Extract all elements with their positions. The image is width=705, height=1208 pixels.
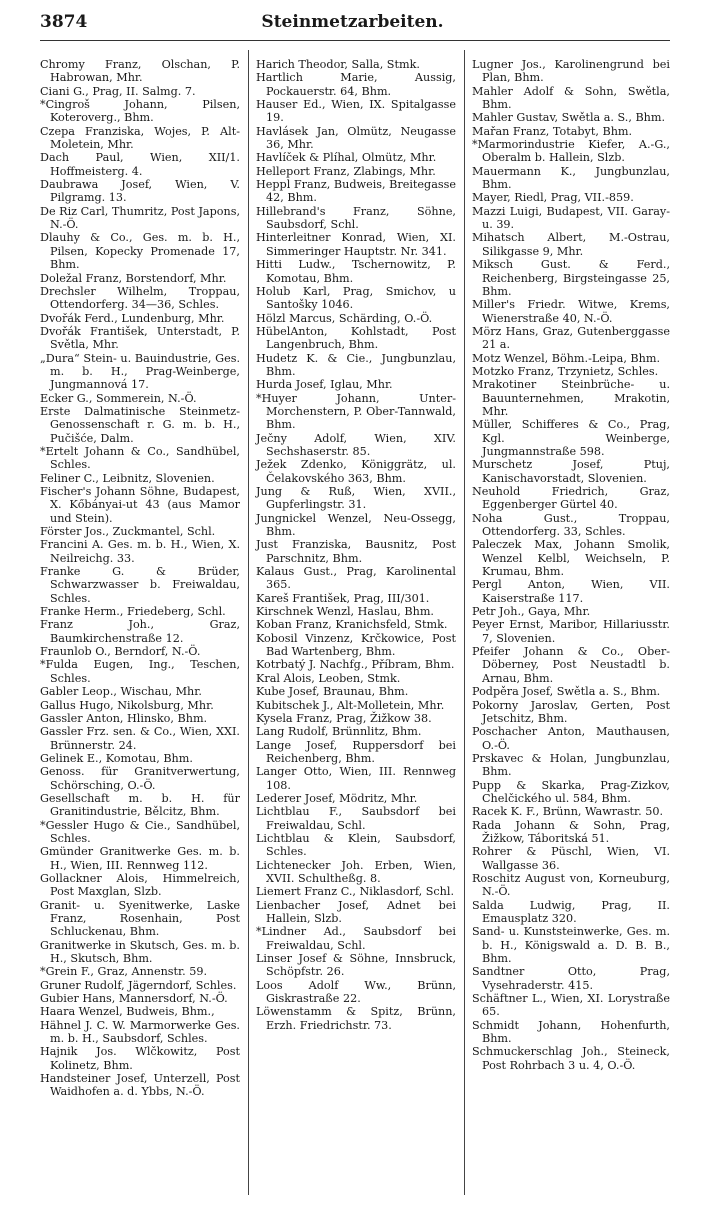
directory-entry: Gelinek E., Komotau, Bhm. [40, 751, 193, 765]
directory-entry: Podpěra Josef, Swětla a. S., Bhm. [472, 685, 661, 699]
directory-entry: Ecker G., Sommerein, N.-Ö. [40, 391, 197, 405]
directory-entry: „Dura“ Stein- u. Bauindustrie, Ges. m. b. H., Prag-Weinberge, Jungmannová 17. [40, 351, 240, 392]
directory-entry: Drechsler Wilhelm, Troppau, Ottendorferg. 34—36, Schles. [40, 284, 240, 312]
directory-entry: Hudetz K. & Cie., Jungbunzlau, Bhm. [256, 351, 456, 378]
directory-entry: Gollackner Alois, Himmelreich, Post Maxglan, Slzb. [40, 871, 240, 899]
directory-entry: Lichtblau & Klein, Saubsdorf, Schles. [256, 831, 456, 859]
directory-entry: Lichtenecker Joh. Erben, Wien, XVII. Schultheßg. 8. [256, 858, 456, 885]
directory-entry: Gassler Anton, Hlinsko, Bhm. [40, 711, 208, 725]
directory-entry: Miksch Gust. & Ferd., Reichenberg, Birgsteingasse 25, Bhm. [472, 258, 670, 298]
directory-entry: Petr Joh., Gaya, Mhr. [472, 605, 591, 619]
directory-entry: Mayer, Riedl, Prag, VII.-859. [472, 191, 634, 205]
directory-entry: *Cingroš Johann, Pilsen, Koteroverg., Bhm. [40, 98, 240, 125]
directory-entry: Gruner Rudolf, Jägerndorf, Schles. [40, 978, 237, 992]
directory-entry: *Ertelt Johann & Co., Sandhübel, Schles. [40, 444, 240, 472]
directory-entry: Roschitz August von, Korneuburg, N.-Ö. [472, 871, 670, 899]
directory-entry: Förster Jos., Zuckmantel, Schl. [40, 525, 216, 539]
directory-entry: Mařan Franz, Totabyt, Bhm. [472, 124, 633, 138]
directory-entry: Dvořák Ferd., Lundenburg, Mhr. [40, 311, 225, 325]
directory-entry: Pfeifer Johann & Co., Ober-Döberney, Post Neustadtl b. Arnau, Bhm. [472, 645, 670, 685]
directory-entry: Kareš František, Prag, III/301. [256, 591, 430, 605]
directory-entry: Gubier Hans, Mannersdorf, N.-Ö. [40, 992, 228, 1006]
directory-entry: Holub Karl, Prag, Smichov, u Santošky 1046. [256, 284, 456, 312]
page-header [40, 12, 665, 36]
directory-entry: Ježek Zdenko, Königgrätz, ul. Čelakovského 363, Bhm. [256, 458, 456, 485]
directory-entry: Franke G. & Brüder, Schwarzwasser b. Freiwaldau, Schles. [40, 565, 240, 605]
directory-entry: Franke Herm., Friedeberg, Schl. [40, 605, 226, 619]
directory-entry: Heppl Franz, Budweis, Breitegasse 42, Bhm. [256, 178, 456, 205]
directory-entry: Chromy Franz, Olschan, P. Habrowan, Mhr. [40, 58, 240, 85]
directory-entry: Pergl Anton, Wien, VII. Kaiserstraße 117. [472, 578, 670, 605]
directory-entry: Schmidt Johann, Hohenfurth, Bhm. [472, 1018, 670, 1046]
directory-entry: Paleczek Max, Johann Smolik, Wenzel Kelbl, Weichseln, P. Krumau, Bhm. [472, 538, 670, 579]
directory-entry: Prskavec & Holan, Jungbunzlau, Bhm. [472, 751, 670, 779]
column-3 [472, 58, 670, 1072]
directory-entry: Liemert Franz C., Niklasdorf, Schl. [256, 885, 455, 899]
directory-entry: Hähnel J. C. W. Marmorwerke Ges. m. b. H., Saubsdorf, Schles. [40, 1018, 240, 1046]
directory-entry: Hurda Josef, Iglau, Mhr. [256, 378, 393, 392]
directory-entry: Gmünder Granitwerke Ges. m. b. H., Wien, III. Rennweg 112. [40, 845, 240, 872]
directory-entry: Mahler Gustav, Swětla a. S., Bhm. [472, 111, 666, 125]
directory-entry: Mörz Hans, Graz, Gutenberggasse 21 a. [472, 324, 670, 352]
directory-entry: Langer Otto, Wien, III. Rennweg 108. [256, 765, 456, 792]
directory-entry: Kirschnek Wenzl, Haslau, Bhm. [256, 605, 434, 619]
directory-entry: Miller's Friedr. Witwe, Krems, Wienerstraße 40, N.-Ö. [472, 298, 670, 325]
directory-entry: Kobosil Vinzenz, Krčkowice, Post Bad Wartenberg, Bhm. [256, 631, 456, 659]
directory-entry: Motzko Franz, Trzynietz, Schles. [472, 364, 659, 378]
directory-entry: Hinterleitner Konrad, Wien, XI. Simmeringer Hauptstr. Nr. 341. [256, 231, 456, 258]
directory-entry: Doležal Franz, Borstendorf, Mhr. [40, 271, 227, 285]
directory-entry: Loos Adolf Ww., Brünn, Giskrastraße 22. [256, 978, 456, 1006]
directory-entry: Schäftner L., Wien, XI. Lorystraße 65. [472, 992, 670, 1019]
directory-entry: Lang Rudolf, Brünnlitz, Bhm. [256, 725, 422, 739]
directory-entry: Dach Paul, Wien, XII/1. Hoffmeisterg. 4. [40, 151, 240, 178]
directory-entry: Ciani G., Prag, II. Salmg. 7. [40, 84, 196, 98]
directory-entry: Havlásek Jan, Olmütz, Neugasse 36, Mhr. [256, 124, 456, 152]
directory-entry: Kubitschek J., Alt-Molletein, Mhr. [256, 698, 445, 712]
directory-entry: Sandtner Otto, Prag, Vysehraderstr. 415. [472, 965, 670, 992]
directory-entry: Mihatsch Albert, M.-Ostrau, Silikgasse 9, Mhr. [472, 231, 670, 258]
directory-entry: Hajnik Jos. Wlčkowitz, Post Kolinetz, Bhm. [40, 1045, 240, 1072]
directory-entry: Franz Joh., Graz, Baumkirchenstraße 12. [40, 618, 240, 645]
directory-entry: Fraunlob O., Berndorf, N.-Ö. [40, 645, 201, 659]
header-rule [40, 40, 670, 41]
directory-entry: Kral Alois, Leoben, Stmk. [256, 671, 401, 685]
directory-entry: Harich Theodor, Salla, Stmk. [256, 58, 420, 71]
directory-entry: Motz Wenzel, Böhm.-Leipa, Bhm. [472, 351, 661, 365]
directory-entry: Hitti Ludw., Tschernowitz, P. Komotau, Bhm. [256, 258, 456, 285]
page-number: 3874 [40, 12, 88, 32]
directory-entry: *Grein F., Graz, Annenstr. 59. [40, 965, 208, 979]
column-2 [256, 58, 456, 1032]
directory-entry: Francini A. Ges. m. b. H., Wien, X. Neilreichg. 33. [40, 538, 240, 565]
directory-entry: Mahler Adolf & Sohn, Swětla, Bhm. [472, 84, 670, 112]
directory-entry: Mrakotiner Steinbrüche- u. Bauunternehmen, Mrakotin, Mhr. [472, 378, 670, 418]
directory-entry: Lange Josef, Ruppersdorf bei Reichenberg, Bhm. [256, 738, 456, 765]
directory-entry: Pupp & Skarka, Prag-Zizkov, Chelčického ul. 584, Bhm. [472, 778, 670, 805]
directory-entry: Haara Wenzel, Budweis, Bhm., [40, 1005, 215, 1019]
directory-entry: Granit- u. Syenitwerke, Laske Franz, Rosenhain, Post Schluckenau, Bhm. [40, 898, 240, 939]
directory-entry: HübelAnton, Kohlstadt, Post Langenbruch, Bhm. [256, 324, 456, 352]
directory-entry: Czepa Franziska, Wojes, P. Alt-Moletein, Mhr. [40, 124, 240, 152]
directory-entry: De Riz Carl, Thumritz, Post Japons, N.-Ö. [40, 204, 240, 232]
directory-entry: Poschacher Anton, Mauthausen, O.-Ö. [472, 725, 670, 752]
directory-entry: Kotrbatý J. Nachfg., Příbram, Bhm. [256, 658, 455, 672]
directory-entry: Helleport Franz, Zlabings, Mhr. [256, 164, 436, 178]
directory-entry: Gabler Leop., Wischau, Mhr. [40, 685, 202, 699]
directory-entry: Neuhold Friedrich, Graz, Eggenberger Gürtel 40. [472, 485, 670, 512]
directory-entry: Jung & Ruß, Wien, XVII., Gupferlingstr. 31. [256, 485, 456, 512]
directory-entry: Peyer Ernst, Maribor, Hillariusstr. 7, Slovenien. [472, 618, 670, 645]
directory-entry: *Marmorindustrie Kiefer, A.-G., Oberalm b. Hallein, Slzb. [472, 138, 670, 165]
directory-entry: Lichtblau F., Saubsdorf bei Freiwaldau, Schl. [256, 805, 456, 832]
directory-entry: Hartlich Marie, Aussig, Pockauerstr. 64, Bhm. [256, 71, 456, 98]
directory-entry: Koban Franz, Kranichsfeld, Stmk. [256, 618, 448, 632]
directory-entry: Dvořák František, Unterstadt, P. Světla, Mhr. [40, 324, 240, 352]
directory-entry: Havlíček & Plíhal, Olmütz, Mhr. [256, 151, 437, 165]
directory-entry: *Gessler Hugo & Cie., Sandhübel, Schles. [40, 818, 240, 845]
directory-entry: Ječny Adolf, Wien, XIV. Sechshaserstr. 85. [256, 431, 456, 458]
directory-entry: Hölzl Marcus, Schärding, O.-Ö. [256, 311, 433, 325]
directory-entry: Feliner C., Leibnitz, Slovenien. [40, 471, 215, 485]
directory-entry: Hillebrand's Franz, Söhne, Saubsdorf, Schl. [256, 204, 456, 232]
directory-entry: Kysela Franz, Prag, Žižkow 38. [256, 711, 432, 725]
directory-entry: Gallus Hugo, Nikolsburg, Mhr. [40, 698, 214, 712]
directory-entry: Murschetz Josef, Ptuj, Kanischavorstadt, Slovenien. [472, 458, 670, 485]
directory-entry: Dlauhy & Co., Ges. m. b. H., Pilsen, Kopecky Promenade 17, Bhm. [40, 231, 240, 272]
directory-entry: Gesellschaft m. b. H. für Granitindustrie, Bělcitz, Bhm. [40, 791, 240, 819]
directory-entry: Fischer's Johann Söhne, Budapest, X. Kőbányai-ut 43 (aus Mamor und Stein). [40, 485, 240, 525]
directory-entry: Just Franziska, Bausnitz, Post Parschnitz, Bhm. [256, 538, 456, 565]
directory-entry: *Fulda Eugen, Ing., Teschen, Schles. [40, 658, 240, 685]
directory-entry: Lederer Josef, Mödritz, Mhr. [256, 791, 418, 805]
directory-entry: Handsteiner Josef, Unterzell, Post Waidhofen a. d. Ybbs, N.-Ö. [40, 1072, 240, 1099]
directory-entry: Salda Ludwig, Prag, II. Emausplatz 320. [472, 898, 670, 925]
directory-entry: Daubrawa Josef, Wien, V. Pilgramg. 13. [40, 178, 240, 205]
directory-entry: Mauermann K., Jungbunzlau, Bhm. [472, 164, 670, 192]
directory-entry: *Lindner Ad., Saubsdorf bei Freiwaldau, Schl. [256, 925, 456, 952]
page-title: Steinmetzarbeiten. [261, 12, 444, 32]
directory-entry: Hauser Ed., Wien, IX. Spitalgasse 19. [256, 98, 456, 125]
directory-entry: Kube Josef, Braunau, Bhm. [256, 685, 409, 699]
directory-entry: Lienbacher Josef, Adnet bei Hallein, Slzb. [256, 898, 456, 925]
directory-entry: Rada Johann & Sohn, Prag, Žižkow, Táboritská 51. [472, 818, 670, 845]
directory-entry: Granitwerke in Skutsch, Ges. m. b. H., Skutsch, Bhm. [40, 938, 240, 966]
directory-entry: *Huyer Johann, Unter-Morchenstern, P. Ober-Tannwald, Bhm. [256, 391, 456, 432]
column-divider [464, 50, 465, 1195]
directory-entry: Sand- u. Kunststeinwerke, Ges. m. b. H., Königswald a. D. B. B., Bhm. [472, 925, 670, 966]
directory-entry: Löwenstamm & Spitz, Brünn, Erzh. Friedrichstr. 73. [256, 1005, 456, 1032]
directory-entry: Pokorny Jaroslav, Gerten, Post Jetschitz, Bhm. [472, 698, 670, 725]
directory-entry: Schmuckerschlag Joh., Steineck, Post Rohrbach 3 u. 4, O.-Ö. [472, 1045, 670, 1072]
directory-entry: Gassler Frz. sen. & Co., Wien, XXI. Brünnerstr. 24. [40, 725, 240, 752]
directory-entry: Lugner Jos., Karolinengrund bei Plan, Bhm. [472, 58, 670, 85]
directory-entry: Jungnickel Wenzel, Neu-Ossegg, Bhm. [256, 511, 456, 539]
directory-entry: Kalaus Gust., Prag, Karolinental 365. [256, 565, 456, 592]
directory-entry: Genoss. für Granitverwertung, Schörsching, O.-Ö. [40, 765, 240, 792]
column-1 [40, 58, 240, 1099]
directory-entry: Racek K. F., Brünn, Wawrastr. 50. [472, 805, 664, 819]
directory-entry: Mazzi Luigi, Budapest, VII. Garay-u. 39. [472, 204, 670, 232]
column-divider [248, 50, 249, 1195]
directory-entry: Rohrer & Püschl, Wien, VI. Wallgasse 36. [472, 845, 670, 872]
directory-entry: Müller, Schifferes & Co., Prag, Kgl. Weinberge, Jungmannstraße 598. [472, 418, 670, 458]
directory-entry: Linser Josef & Söhne, Innsbruck, Schöpfstr. 26. [256, 952, 456, 979]
directory-entry: Erste Dalmatinische Steinmetz-Genossenschaft r. G. m. b. H., Pučišće, Dalm. [40, 404, 240, 445]
directory-entry: Noha Gust., Troppau, Ottendorferg. 33, Schles. [472, 511, 670, 539]
